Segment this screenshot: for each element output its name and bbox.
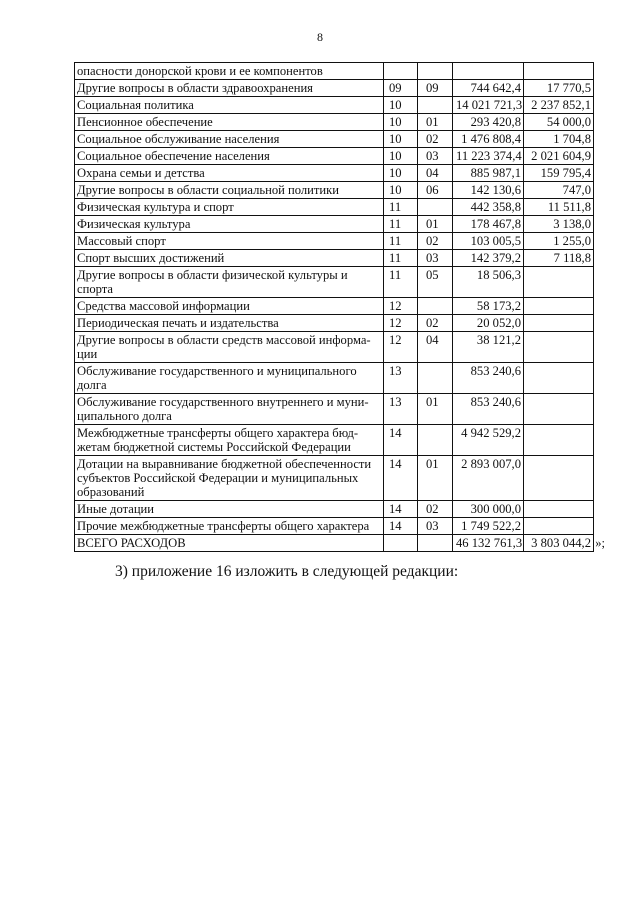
row-name: Дотации на выравнивание бюджетной обеспеченности субъектов Российской Федерации и муниципальных образований [75,456,384,501]
row-section-code [384,63,418,80]
table-row [75,456,594,501]
row-amount-total: 142 130,6 [453,182,524,199]
expenditure-table [74,62,605,552]
row-amount-federal [524,332,594,363]
instruction-text: 3) приложение 16 изложить в следующей редакции: [115,563,459,580]
row-amount-total: 11 223 374,4 [453,148,524,165]
row-section-code: 09 [384,80,418,97]
total-amount-federal-value: 3 803 044,2 [531,536,591,550]
table-row [75,165,594,182]
table-row [75,298,594,315]
row-subsection-code: 01 [418,456,453,501]
row-amount-total: 442 358,8 [453,199,524,216]
row-amount-federal: 17 770,5 [524,80,594,97]
row-amount-total: 38 121,2 [453,332,524,363]
row-subsection-code [418,298,453,315]
table-row [75,114,594,131]
row-section-code: 11 [384,199,418,216]
row-name: Социальное обеспечение населения [75,148,384,165]
row-amount-federal [524,267,594,298]
row-amount-federal [524,363,594,394]
row-amount-total: 2 893 007,0 [453,456,524,501]
row-subsection-code [418,63,453,80]
row-subsection-code: 01 [418,216,453,233]
row-amount-federal: 1 255,0 [524,233,594,250]
row-name: Иные дотации [75,501,384,518]
row-section-code: 14 [384,501,418,518]
row-amount-federal [524,501,594,518]
row-amount-total: 1 749 522,2 [453,518,524,535]
row-subsection-code: 02 [418,315,453,332]
total-amount-total: 46 132 761,3 [453,535,524,552]
row-amount-total: 18 506,3 [453,267,524,298]
row-subsection-code [418,425,453,456]
table-row [75,182,594,199]
row-name: Массовый спорт [75,233,384,250]
row-subsection-code [418,199,453,216]
row-subsection-code: 02 [418,131,453,148]
row-section-code: 10 [384,114,418,131]
table-row [75,425,594,456]
row-section-code: 11 [384,250,418,267]
row-subsection-code: 03 [418,148,453,165]
row-amount-total: 103 005,5 [453,233,524,250]
row-section-code: 14 [384,425,418,456]
total-row [75,535,594,552]
total-empty-1 [384,535,418,552]
row-amount-federal: 747,0 [524,182,594,199]
row-amount-federal: 3 138,0 [524,216,594,233]
row-amount-federal: 2 237 852,1 [524,97,594,114]
row-section-code: 10 [384,148,418,165]
total-empty-2 [418,535,453,552]
row-name: Другие вопросы в области средств массовой информа-ции [75,332,384,363]
row-name: Обслуживание государственного и муниципального долга [75,363,384,394]
row-name: Социальная политика [75,97,384,114]
table-row [75,250,594,267]
row-amount-federal [524,425,594,456]
row-section-code: 14 [384,518,418,535]
row-name: Средства массовой информации [75,298,384,315]
row-section-code: 12 [384,315,418,332]
row-amount-total [453,63,524,80]
row-amount-total: 20 052,0 [453,315,524,332]
table-row [75,131,594,148]
row-amount-total: 885 987,1 [453,165,524,182]
table-row [75,148,594,165]
closing-quote: »; [595,536,605,550]
row-amount-federal: 1 704,8 [524,131,594,148]
row-amount-federal: 159 795,4 [524,165,594,182]
row-section-code: 13 [384,363,418,394]
row-subsection-code [418,363,453,394]
row-section-code: 11 [384,267,418,298]
row-amount-total: 14 021 721,3 [453,97,524,114]
row-name: Другие вопросы в области социальной политики [75,182,384,199]
row-subsection-code: 04 [418,332,453,363]
row-name: опасности донорской крови и ее компонентов [75,63,384,80]
row-subsection-code: 03 [418,518,453,535]
row-name: Пенсионное обеспечение [75,114,384,131]
row-name: Охрана семьи и детства [75,165,384,182]
row-subsection-code: 01 [418,114,453,131]
row-section-code: 10 [384,182,418,199]
total-amount-federal [524,535,605,552]
row-amount-federal [524,63,594,80]
row-amount-total: 853 240,6 [453,363,524,394]
row-subsection-code: 04 [418,165,453,182]
row-amount-federal [524,315,594,332]
row-amount-total: 744 642,4 [453,80,524,97]
row-subsection-code: 03 [418,250,453,267]
row-subsection-code: 02 [418,233,453,250]
row-section-code: 11 [384,216,418,233]
row-section-code: 13 [384,394,418,425]
row-amount-total: 1 476 808,4 [453,131,524,148]
row-amount-federal [524,456,594,501]
row-amount-total: 142 379,2 [453,250,524,267]
total-label: ВСЕГО РАСХОДОВ [75,535,384,552]
row-subsection-code: 01 [418,394,453,425]
table-row [75,315,594,332]
row-section-code: 12 [384,332,418,363]
row-section-code: 10 [384,97,418,114]
table-body [75,63,605,552]
row-subsection-code: 05 [418,267,453,298]
table-row [75,199,594,216]
table-row [75,267,594,298]
row-section-code: 10 [384,131,418,148]
row-section-code: 10 [384,165,418,182]
row-name: Прочие межбюджетные трансферты общего характера [75,518,384,535]
row-section-code: 11 [384,233,418,250]
row-amount-federal [524,298,594,315]
row-subsection-code: 09 [418,80,453,97]
row-amount-federal: 2 021 604,9 [524,148,594,165]
table-row [75,80,594,97]
row-name: Другие вопросы в области физической культуры и спорта [75,267,384,298]
row-section-code: 12 [384,298,418,315]
row-subsection-code: 02 [418,501,453,518]
table-row [75,63,594,80]
table-row [75,501,594,518]
row-subsection-code: 06 [418,182,453,199]
row-amount-total: 300 000,0 [453,501,524,518]
row-name: Спорт высших достижений [75,250,384,267]
row-name: Периодическая печать и издательства [75,315,384,332]
table-row [75,363,594,394]
row-amount-federal [524,394,594,425]
row-amount-federal: 54 000,0 [524,114,594,131]
row-amount-total: 178 467,8 [453,216,524,233]
table-row [75,97,594,114]
row-amount-total: 58 173,2 [453,298,524,315]
row-amount-federal: 7 118,8 [524,250,594,267]
table-row [75,233,594,250]
table-row [75,518,594,535]
row-amount-total: 293 420,8 [453,114,524,131]
row-amount-federal [524,518,594,535]
row-subsection-code [418,97,453,114]
row-amount-total: 4 942 529,2 [453,425,524,456]
row-name: Межбюджетные трансферты общего характера бюд-жетам бюджетной системы Российской Федерации [75,425,384,456]
row-name: Физическая культура и спорт [75,199,384,216]
row-name: Обслуживание государственного внутреннего и муни-ципального долга [75,394,384,425]
row-amount-federal: 11 511,8 [524,199,594,216]
table-row [75,216,594,233]
page-number: 8 [317,30,323,44]
row-amount-total: 853 240,6 [453,394,524,425]
table-row [75,394,594,425]
row-section-code: 14 [384,456,418,501]
row-name: Социальное обслуживание населения [75,131,384,148]
row-name: Физическая культура [75,216,384,233]
table-row [75,332,594,363]
row-name: Другие вопросы в области здравоохранения [75,80,384,97]
